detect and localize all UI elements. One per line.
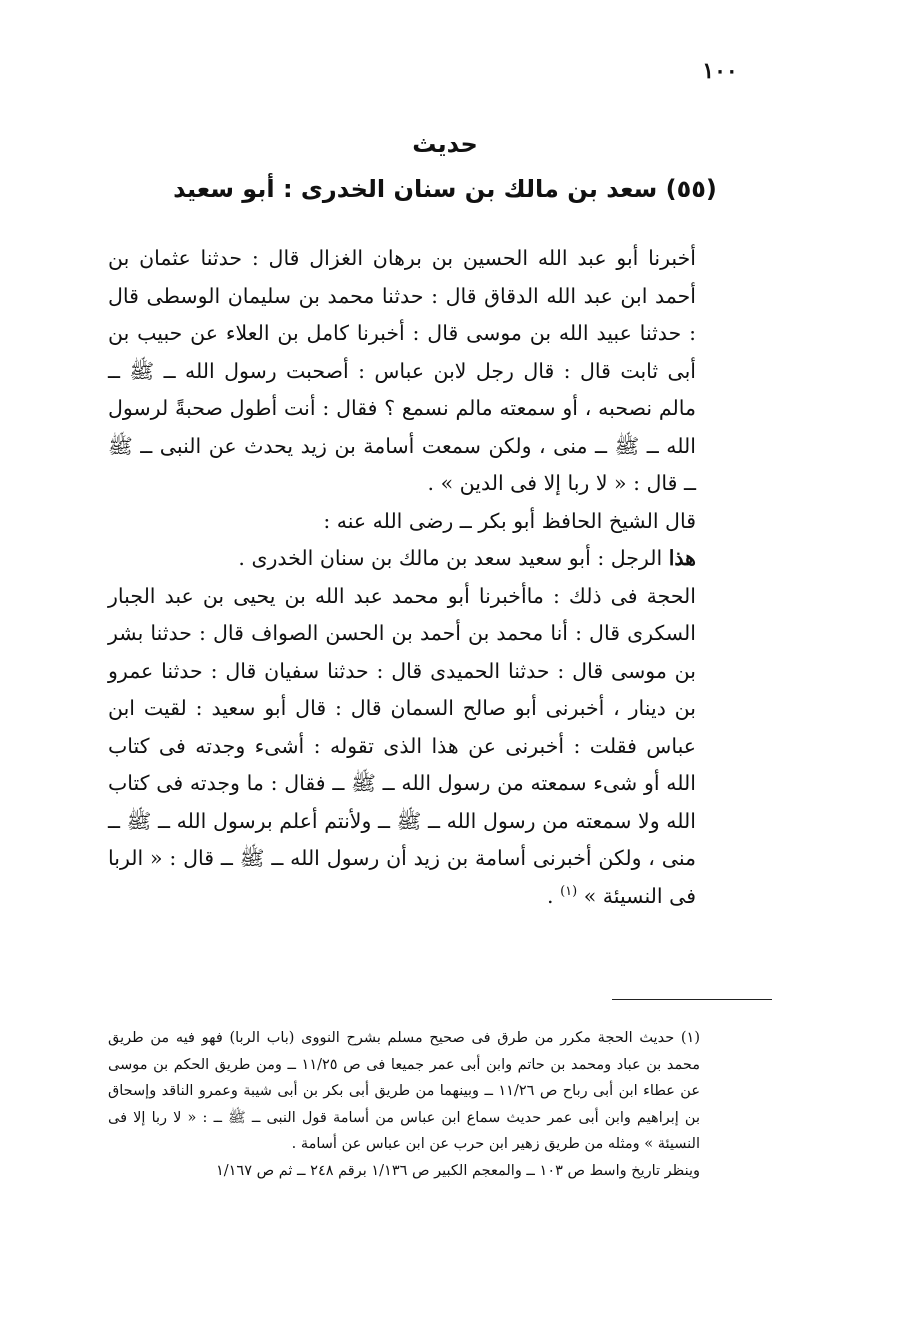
entry-title: (٥٥) سعد بن مالك بن سنان الخدرى : أبو سعيد — [173, 175, 717, 203]
identification-text: الرجل : أبو سعيد سعد بن مالك بن سنان الخدرى . — [238, 546, 669, 570]
footnote-reference: (١) — [560, 883, 578, 899]
footnotes — [108, 1025, 720, 1184]
page-number: ١٠٠ — [702, 58, 738, 84]
paragraph-identification — [108, 540, 724, 578]
paragraph-isnad: أخبرنا أبو عبد الله الحسين بن برهان الغزال قال : حدثنا عثمان بن أحمد ابن عبد الله الدقاق قال : حدثنا محمد بن سليمان الوسطى قال : حدثنا عبيد الله بن موسى قال : أخبرنا كامل بن العلاء عن حبيب بن أبى ثابت قال : قال رجل لابن عباس : أصحبت رسول الله ــ ﷺ ــ مالم نصحبه ، أو سمعته مالم نسمع ؟ فقال : أنت أطول صحبةً لرسول الله ــ ﷺ ــ منى ، ولكن سمعت أسامة بن زيد يحدث عن النبى ــ ﷺ ــ قال : « لا ربا إلا فى الدين » . — [108, 246, 696, 495]
footnote-2: وينظر تاريخ واسط ص ١٠٣ ــ والمعجم الكبير ص ١/١٣٦ برقم ٢٤٨ ــ ثم ص ١/١٦٧ — [215, 1162, 700, 1179]
bold-lead-word: هذا — [668, 546, 696, 570]
paragraph-sheikh-remark: قال الشيخ الحافظ أبو بكر ــ رضى الله عنه : — [323, 508, 696, 533]
main-text — [108, 240, 724, 915]
evidence-end: . — [547, 883, 561, 908]
footnote-divider — [612, 999, 772, 1000]
evidence-text: الحجة فى ذلك : ماأخبرنا أبو محمد عبد الله بن يحيى بن عبد الجبار السكرى قال : أنا محمد بن أحمد بن الحسن الصواف قال : حدثنا بشر بن موسى قال : حدثنا الحميدى قال : حدثنا سفيان قال : حدثنا عمرو بن دينار ، أخبرنى أبو صالح السمان قال : قال أبو سعيد : لقيت ابن عباس فقلت : أخبرنى عن هذا الذى تقوله : أشىء وجدته فى كتاب الله أو شىء سمعته من رسول الله ــ ﷺ ــ فقال : ما وجدته فى كتاب الله ولا سمعته من رسول الله ــ ﷺ ــ ولأنتم أعلم برسول الله ــ ﷺ ــ منى ، ولكن أخبرنى أسامة بن زيد أن رسول الله ــ ﷺ ــ قال : « الربا فى النسيئة » — [108, 583, 696, 908]
paragraph-evidence — [108, 578, 724, 916]
section-heading: حديث — [412, 130, 478, 158]
footnote-1: (١) حديث الحجة مكرر من طرق فى صحيح مسلم بشرح النووى (باب الربا) فهو فيه من طريق محمد بن عباد ومحمد بن حاتم وابن أبى عمر جميعا فى ص ١١/٢٥ ــ ومن طريق الحكم بن موسى عن عطاء ابن أبى رباح ص ١١/٢٦ ــ وبينهما من طريق أبى بكر بن أبى شيبة وعمرو الناقد وإسحاق بن إبراهيم وابن أبى عمر حديث سماع ابن عباس من أسامة قول النبى ــ ﷺ ــ : « لا ربا إلا فى النسيئة » ومثله من طريق زهير ابن حرب عن ابن عباس عن أسامة . — [108, 1030, 700, 1152]
